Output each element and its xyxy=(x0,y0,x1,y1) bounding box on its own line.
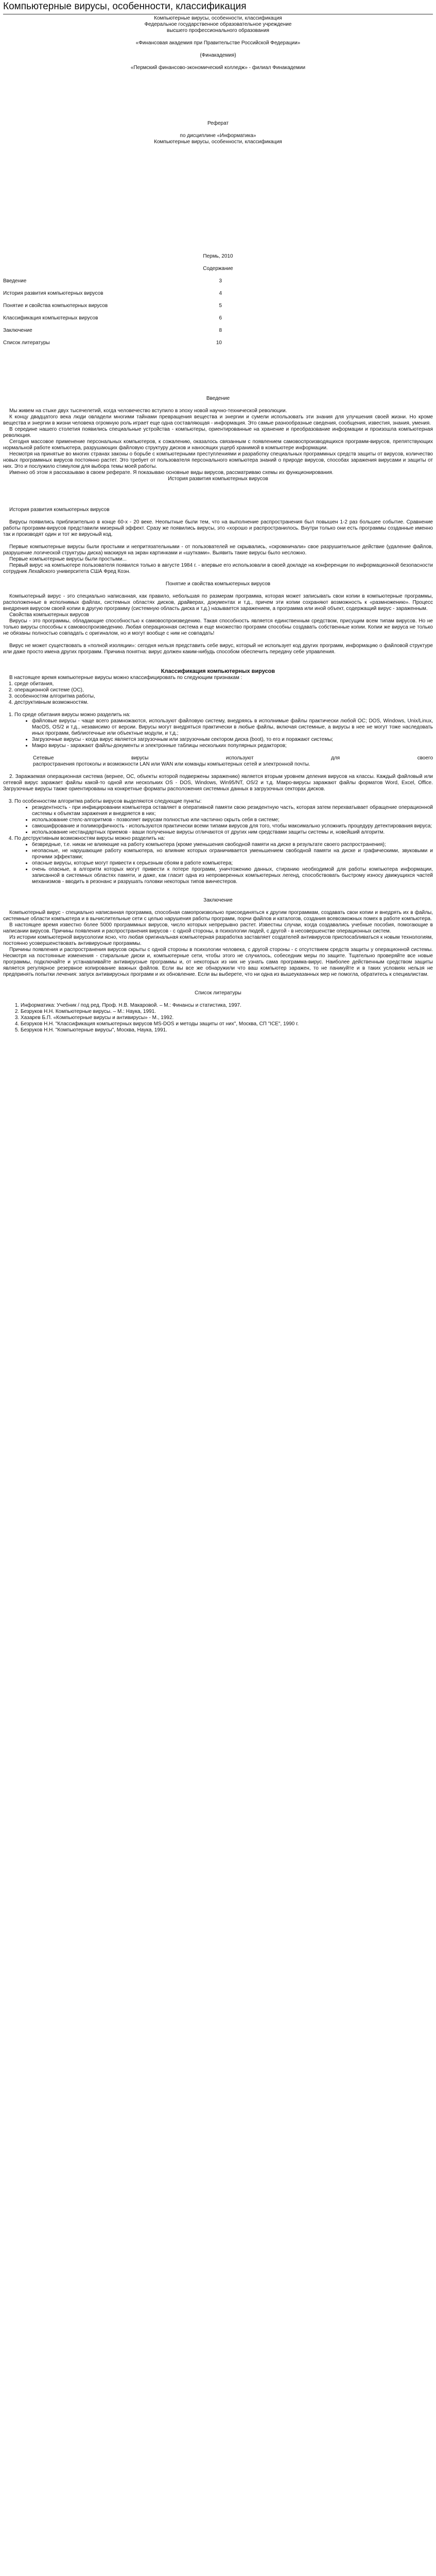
paragraph: Вирусы появились приблизительно в конце 60-х - 20 веке. Неопытные были тем, что на выполнение распространения был повышен 1-2 раз большее событие. Сравнение работы программ-вирусов представили мизерный эффект. Сразу же появились вирусы, это «хорошо и распространилось. Внутри только они есть программы созданные именно так и производят один и тот же вирусный код. xyxy=(3,519,433,537)
toc-item xyxy=(3,340,222,346)
paragraph: Мы живем на стыке двух тысячелетий, когда человечество вступило в эпоху новой научно-технической революции. xyxy=(9,408,287,414)
toc-item xyxy=(3,315,222,321)
conclusion-section xyxy=(3,897,433,978)
concept-section xyxy=(3,581,433,655)
list-item: • резидентность - при инфицировании компьютера оставляет в оперативной памяти свою резидентную часть, которая затем перехватывает обращение операционной системы к объектам заражения и внедряется в них; xyxy=(32,805,433,817)
list-item: • использование стелс-алгоритмов - позволяет вирусам полностью или частично скрыть себя в системе; xyxy=(32,817,433,823)
paragraph: Свойства компьютерных вирусов xyxy=(9,612,89,618)
classification-groups xyxy=(3,712,433,749)
classification-groups xyxy=(3,799,433,885)
toc-label: Список литературы xyxy=(3,340,50,346)
paragraph: 2. Заражаемая операционная система (вернее, ОС, объекты которой подвержены заражению) является вторым уровнем деления вирусов на классы. Каждый файловый или сетевой вирус заражает файлы какой-то одной или нескольких OS - DOS, Windows, Win95/NT, OS/2 и т.д. Макро-вирусы заражают файлы форматов Word, Excel, Office. Загрузочные вирусы также ориентированы на конкретные форматы расположения системных данных в загрузочных секторах дисков. xyxy=(3,774,433,792)
toc-page: 5 xyxy=(219,303,222,309)
sub-list xyxy=(14,842,433,885)
paragraph: К концу двадцатого века люди овладели многими тайнами превращения вещества и энергии и сумели использовать эти знания для улучшения своей жизни. Но кроме вещества и энергии в жизни человека огромную роль играет еще одна составляющая - информация. Это самые разнообразные сведения, сообщения, известия, знания, умения. xyxy=(3,414,433,426)
reference-item: 4. Безруков Н.Н. "Классификация компьютерных вирусов MS-DOS и методы защиты от них", Москва, СП "ICE", 1990 г. xyxy=(21,1021,433,1027)
intro-heading: Введение xyxy=(206,396,230,401)
list-item: • Макро вирусы - заражают файлы-документы и электронные таблицы нескольких популярных редакторов; xyxy=(32,743,433,749)
header-line: Компьютерные вирусы, особенности, классификация xyxy=(154,15,282,21)
document-body xyxy=(3,15,433,1033)
referat-label: Реферат xyxy=(207,121,229,126)
list-item: • Загрузочные вирусы - когда вирус является загрузочным или загрузочным сектором диска (boot), то его и поражают системы; xyxy=(32,737,433,743)
institution-header xyxy=(3,15,433,71)
paragraph: Компьютерный вирус - это специально написанная, как правило, небольшая по размерам программа, которая может записывать свои копии в компьютерные программы, расположенные в исполнимых файлах, системных областях дисков, драйверах, документах и т.д., причем эти копии сохраняют возможность к «размножению». Процесс внедрения вирусом своей копии в другую программу (системную область диска и т.д.) называется заражением, а программа или иной объект, содержащий вирус - зараженным. xyxy=(3,594,433,612)
title-block xyxy=(3,121,433,145)
list-item: • использование нестандартных приемов - ваши полученные вирусы отличаются от других ним средствами защиты системы и, новейший алгоритм. xyxy=(32,829,433,836)
references-heading: Список литературы xyxy=(195,990,241,996)
topic-line: Компьютерные вирусы, особенности, классификация xyxy=(154,139,282,145)
list-item: 4. деструктивным возможностям. xyxy=(14,700,433,706)
toc-item xyxy=(3,291,222,297)
city-year: Пермь, 2010 xyxy=(203,253,233,259)
paragraph: Причины появления и распространения вирусов скрыты с одной стороны в психологии человека, с другой стороны - с отсутствием средств защиты у операционной системы. Несмотря на постоянные изменения - стиральные диски и, компьютерные сети, чтобы этого не случилось, собеседник меры по защите. Тщательно проверяйте все новые программы, подключайте и устанавливайте антивирусные программы и, от некоторых из них не узнать сама программа-вирус. Наиболее действенным средством защиты является регулярное резервное копирование важных файлов. Если вы все же обнаружили что ваш компьютер заражен, то не паникуйте и в таких условиях нельзя не предпринять попытки лечения: запуск антивирусных программ и их обновление. Если вы выберете, что ни одна из вышеуказанных мер не помогла, обратитесь к специалистам. xyxy=(3,947,433,977)
list-item: • безвредные, т.е. никак не влияющие на работу компьютера (кроме уменьшения свободной памяти на диске в результате своего распространения); xyxy=(32,842,433,848)
header-line: «Финансовая академия при Правительстве Российской Федерации» xyxy=(135,40,301,46)
classification-section xyxy=(3,668,433,885)
paragraph: распространения протоколы и возможности LAN или WAN или команды компьютерных сетей и электронной почты. xyxy=(33,761,310,767)
list-item: • неопасные, не нарушающие работу компьютера, но влияние которых ограничивается уменьшением свободной памяти на диске и графическими, звуковыми и прочими эффектами; xyxy=(32,848,433,860)
concept-heading: Понятие и свойства компьютерных вирусов xyxy=(165,581,271,587)
toc-item xyxy=(3,303,222,309)
word: своего xyxy=(417,755,433,761)
paragraph: Первый вирус на компьютере пользователя появился только в августе 1984 г. - впервые его использовали в своей докладе на конференции по информационной безопасности сотрудник Лехайского университета США Фред Коэн. xyxy=(3,563,433,574)
paragraph: История развития компьютерных вирусов xyxy=(168,476,268,482)
criteria-list xyxy=(3,681,433,706)
network-block xyxy=(3,755,433,768)
paragraph: Из истории компьютерной вирусологии ясно, что любая оригинальная компьютерная разработка заставляет создателей антивирусов приспосабливаться к новым технологиям, постоянно усовершенствовать антивирусные программы. xyxy=(3,935,433,946)
reference-item: 5. Безруков Н.Н. "Компьютерные вирусы", Москва, Наука, 1991. xyxy=(21,1027,433,1033)
word: вирусы xyxy=(131,755,149,761)
paragraph: В настоящее время компьютерные вирусы можно классифицировать по следующим признакам : xyxy=(9,675,242,681)
subject-line: по дисциплине «Информатика» xyxy=(180,133,256,139)
references-list xyxy=(3,1003,433,1033)
history-section xyxy=(3,507,433,575)
page-title: Компьютерные вирусы, особенности, классификация xyxy=(3,1,247,12)
toc-page: 8 xyxy=(219,328,222,333)
paragraph: Первые компьютерные вирусы были простыми и непритязательными - от пользователей не скрывались, «скромничали» свое разрушительное действие (удаление файлов, разрушение логической структуры диска) маскируя на экран картинками и «шутками». Выявить такие вирусы было несложно. xyxy=(3,544,433,556)
word: для xyxy=(331,755,340,761)
toc-page: 4 xyxy=(219,291,222,296)
toc-page: 6 xyxy=(219,315,222,321)
list-item: • очень опасные, в алгоритм которых могут привести к потере программ, уничтожению данных, стиранию необходимой для работы компьютера информации, записанной в системных областях памяти, и даже, как гласит одна из непроверенных компьютерных легенд, способствовать быстрому износу движущихся частей механизмов - вводить в резонанс и разрушать головки некоторых типов винчестеров. xyxy=(32,867,433,885)
group-title: По среде обитания вирусы можно разделить на: xyxy=(14,712,131,718)
paragraph: Первые компьютерные вирусы были простыми... xyxy=(9,556,127,562)
toc-label: Понятие и свойства компьютерных вирусов xyxy=(3,303,108,309)
group-item xyxy=(14,712,433,749)
paragraph: Несмотря на принятые во многих странах законы о борьбе с компьютерными преступлениями и разработку специальных программных средств защиты от вирусов, количество новых программных вирусов постоянно растет. Это требует от пользователя персонального компьютера знаний о природе вирусов, способах заражения вирусами и защиты от них. Это и послужило стимулом для выбора темы моей работы. xyxy=(3,451,433,469)
reference-item: 2. Безруков Н.Н. Компьютерные вирусы. – М.: Наука, 1991. xyxy=(21,1009,433,1015)
list-item: 1. среде обитания, xyxy=(14,681,433,687)
conclusion-heading: Заключение xyxy=(203,897,233,903)
classification-heading: Классификация компьютерных вирусов xyxy=(161,668,275,674)
toc-label: Классификация компьютерных вирусов xyxy=(3,315,98,321)
paragraph: В настоящее время известно более 5000 программных вирусов, число которых непрерывно растет. Известны случаи, когда создавались учебные пособия, помогающие в написании вирусов. Причины появления и распространения вирусов - с одной стороны, в психологии людей, с другой - в несовершенстве операционных систем. xyxy=(3,922,433,934)
reference-item: 3. Хазарев Б.П. «Компьютерные вирусы и антивирусы» - М., 1992. xyxy=(21,1015,433,1021)
reference-item: 1. Информатика: Учебник / под ред. Проф. Н.В. Макаровой. – М.: Финансы и статистика, 1997. xyxy=(21,1003,433,1009)
table-of-contents xyxy=(3,266,433,346)
sub-list xyxy=(14,718,433,749)
toc-label: История развития компьютерных вирусов xyxy=(3,291,103,296)
word: Сетевые xyxy=(33,755,54,761)
list-item: 2. операционной системе (ОС), xyxy=(14,687,433,693)
paragraph: Вирусы - это программы, обладающие способностью к самовоспроизведению. Такая способность является единственным средством, присущим всем типам вирусов. Но не только вирусы способны к самовоспроизведению. Любая операционная система и еще множество программ способны создавать собственные копии. Копии же вируса не только не обязаны полностью совпадать с оригиналом, но и могут вообще с ним не совпадать! xyxy=(3,618,433,636)
toc-page: 3 xyxy=(219,278,222,284)
list-item: • файловые вирусы - чаще всего размножаются, используют файловую систему, внедряясь в исполнимые файлы практически любой ОС; DOS, Windows, Unix/Linux, MacOS, OS/2 и т.д., независимо от версии. Вирусы могут внедряться практически в любые файлы, включая системные, а вирусы в нее не могут тоже наследовать иных программ, библиотечные или объектные модули, и т.д.; xyxy=(32,718,433,737)
paragraph: Сегодня массовое применение персональных компьютеров, к сожалению, оказалось связанным с появлением самовоспроизводящихся программ-вирусов, препятствующих нормальной работе компьютера, разрушающих файловую структуру дисков и наносящих ущерб хранимой в компьютере информации. xyxy=(3,439,433,451)
toc-item xyxy=(3,278,222,284)
references-section xyxy=(3,990,433,1033)
sub-list xyxy=(14,805,433,836)
group-title: По особенностям алгоритма работы вирусов выделяются следующие пункты: xyxy=(14,799,202,804)
toc-heading: Содержание xyxy=(203,266,233,272)
history-heading: История развития компьютерных вирусов xyxy=(9,507,110,513)
toc-item xyxy=(3,328,222,334)
toc-page: 10 xyxy=(216,340,222,346)
paragraph: Вирус не может существовать в «полной изоляции»: сегодня нельзя представить себе вирус, который не использует код других программ, информацию о файловой структуре или даже просто имена других программ. Причина понятна: вирус должен каким-нибудь способом обеспечить передачу себе управления. xyxy=(3,643,433,655)
toc-label: Введение xyxy=(3,278,27,284)
header-line: высшего профессионального образования xyxy=(167,28,269,33)
list-item: • опасные вирусы, которые могут привести к серьезным сбоям в работе компьютера; xyxy=(32,860,433,867)
header-line: (Финакадемия) xyxy=(200,53,236,58)
word: используют xyxy=(225,755,254,761)
network-row xyxy=(33,755,433,761)
paragraph: В середине нашего столетия появились специальные устройства - компьютеры, ориентированные на хранение и преобразование информации и произошла компьютерная революция. xyxy=(3,427,433,438)
intro-section xyxy=(3,396,433,482)
header-line: «Пермский финансово-экономический колледж» - филиал Финакадемии xyxy=(130,65,306,71)
paragraph: Именно об этом я рассказываю в своем реферате. Я показываю основные виды вирусов, рассматриваю схемы их функционирования. xyxy=(9,470,334,476)
list-item: 3. особенностям алгоритма работы, xyxy=(14,693,433,700)
header-line: Федеральное государственное образовательное учреждение xyxy=(144,22,292,27)
group-item xyxy=(14,799,433,836)
list-item: • самошифрование и полиморфичность - используются практически всеми типами вирусов для того, чтобы максимально усложнить процедуру детектирования вируса; xyxy=(32,823,433,829)
group-item xyxy=(14,836,433,885)
group-title: По деструктивным возможностям вирусы можно разделить на: xyxy=(14,836,165,841)
toc-label: Заключение xyxy=(3,328,32,333)
paragraph: Компьютерный вирус - специально написанная программа, способная самопроизвольно присоединяться к другим программам, создавать свои копии и внедрять их в файлы, системные области компьютера и в вычислительные сети с целью нарушения работы программ, порчи файлов и каталогов, создания всевозможных помех в работе компьютера. xyxy=(3,910,433,922)
